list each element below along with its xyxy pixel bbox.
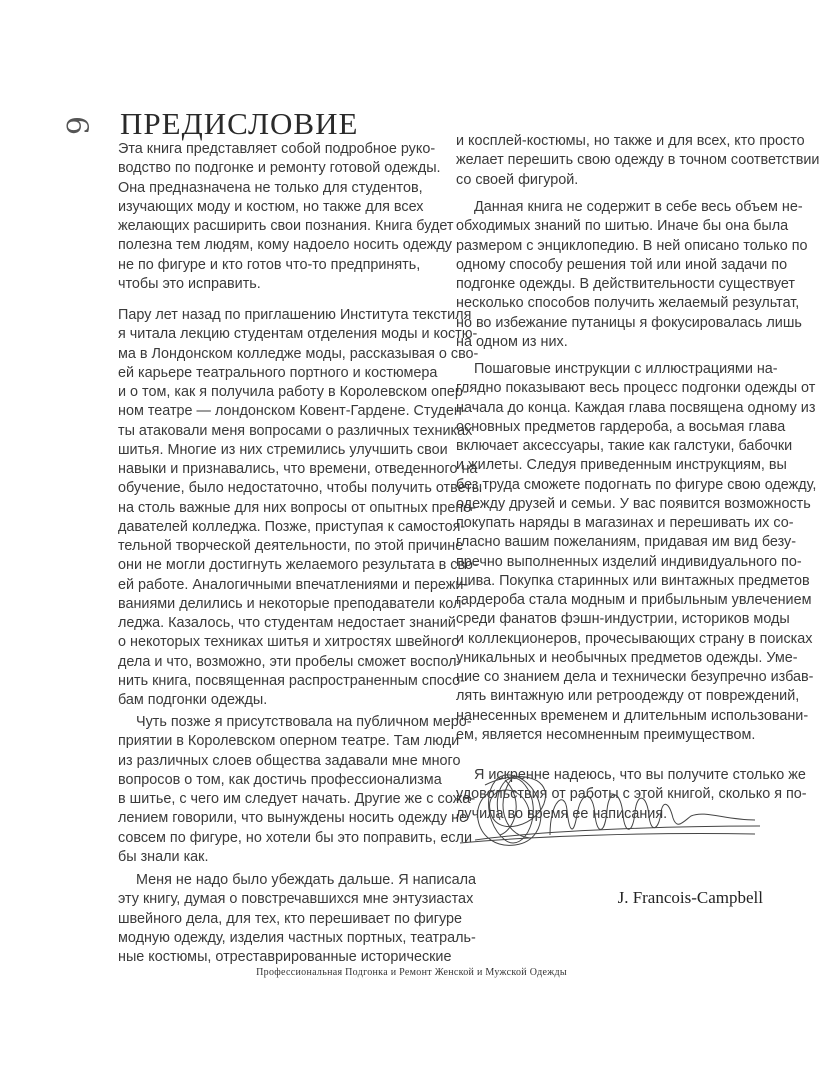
text-line: лением говорили, что вынуждены носить одежду не bbox=[118, 810, 468, 827]
paragraph bbox=[456, 132, 820, 190]
text-line: эту книгу, думая о повстречавшихся мне энтузиастах bbox=[118, 891, 474, 908]
text-line: обходимых знаний по шитью. Иначе бы она была bbox=[456, 218, 789, 235]
text-line: швейного дела, для тех, кто перешивает по фигуре bbox=[118, 910, 463, 927]
paragraph bbox=[118, 871, 477, 967]
text-line: ные костюмы, отреставрированные исторические bbox=[118, 949, 452, 965]
text-line: в шитье, с чего им следует начать. Другие же с сожа- bbox=[118, 791, 476, 807]
text-line: пречно выполненных изделий индивидуального по- bbox=[456, 553, 802, 570]
text-line: ей карьере театрального портного и костюмера bbox=[118, 364, 438, 381]
paragraph bbox=[456, 360, 817, 745]
text-line: и коллекционеров, прочесывающих страну в поисках bbox=[456, 630, 813, 647]
text-line: подгонке одежды. В действительности существует bbox=[456, 276, 795, 292]
text-line: ном театре — лондонском Ковент-Гардене. Студен- bbox=[118, 403, 467, 420]
text-line: бам подгонки одежды. bbox=[118, 692, 268, 708]
text-line: о некоторых техниках шитья и хитростях швейного bbox=[118, 634, 460, 651]
text-line: включает аксессуары, такие как галстуки, бабочки bbox=[456, 438, 793, 454]
text-line: удовольствия от работы с этой книгой, сколько я по- bbox=[456, 786, 807, 803]
text-line: навыки и признавались, что времени, отведенного на bbox=[118, 461, 478, 477]
text-line: но во избежание путаницы я фокусировалась лишь bbox=[456, 314, 802, 331]
text-line: уникальных и необычных предметов одежды. Уме- bbox=[456, 649, 798, 666]
text-line: гласно вашим пожеланиям, придавая им вид безу- bbox=[456, 534, 797, 551]
author-signature-name: J. Francois-Campbell bbox=[617, 888, 763, 907]
text-line: ние со знанием дела и технически безупречно избав- bbox=[456, 669, 814, 685]
text-line: Я искренне надеюсь, что вы получите столько же bbox=[474, 767, 806, 783]
text-line: тельной творческой деятельности, по этой причине bbox=[118, 538, 464, 554]
text-line: и косплей-костюмы, но также и для всех, кто просто bbox=[456, 133, 805, 149]
page-number: 6 bbox=[58, 115, 94, 136]
text-line: нанесенных временем и длительным использовани- bbox=[456, 707, 809, 724]
text-line: ей работе. Аналогичными впечатлениями и пережи- bbox=[118, 576, 469, 593]
text-line: Чуть позже я присутствовала на публичном меро- bbox=[136, 714, 472, 730]
text-line: одному способу решения той или иной задачи по bbox=[456, 256, 788, 273]
text-line: изучающих моду и костюм, но также для всех bbox=[118, 198, 424, 215]
text-line: ты атаковали меня вопросами о различных техниках bbox=[118, 422, 473, 439]
page-title: ПРЕДИСЛОВИЕ bbox=[120, 106, 359, 141]
text-line: леджа. Казалось, что студентам недостает знаний bbox=[118, 615, 456, 631]
text-line: желает перешить свою одежду в точном соответствии bbox=[456, 152, 820, 169]
text-line: давателей колледжа. Позже, приступая к самостоя- bbox=[118, 518, 466, 535]
text-line: лучила во время ее написания. bbox=[456, 805, 668, 822]
text-line: я читала лекцию студентам отделения моды и костю- bbox=[118, 326, 478, 343]
text-line: Она предназначена не только для студентов, bbox=[118, 179, 423, 196]
text-line: одежду друзей и семьи. У вас появится возможность bbox=[456, 495, 811, 512]
paragraph bbox=[118, 140, 454, 294]
text-line: модную одежду, изделия частных портных, театраль- bbox=[118, 929, 476, 946]
text-line: Эта книга представляет собой подробное руко- bbox=[118, 141, 436, 157]
text-line: желающих расширить свои познания. Книга будет bbox=[118, 218, 454, 234]
text-line: и жилеты. Следуя приведенным инструкциям, вы bbox=[456, 457, 787, 474]
text-line: среди фанатов фэшн-индустрии, историков моды bbox=[456, 611, 790, 628]
text-line: вопросов о том, как достичь профессионализма bbox=[118, 771, 442, 788]
text-line: бы знали как. bbox=[118, 848, 209, 865]
text-line: приятии в Королевском оперном театре. Там люди bbox=[118, 733, 460, 750]
text-line: ем, является несомненным преимуществом. bbox=[456, 726, 756, 743]
paragraph bbox=[118, 713, 476, 867]
text-line: Пару лет назад по приглашению Института текстиля bbox=[118, 307, 472, 323]
text-line: без труда сможете подогнать по фигуре свою одежду, bbox=[456, 476, 817, 493]
text-line: не по фигуре и кто готов что-то предпринять, bbox=[118, 256, 421, 273]
text-line: они не могли достигнуть желаемого результата в сво- bbox=[118, 557, 478, 574]
text-line: Меня не надо было убеждать дальше. Я написала bbox=[136, 872, 477, 888]
text-line: водство по подгонке и ремонту готовой одежды. bbox=[118, 160, 441, 177]
text-line: гардероба стала модным и прибыльным увлечением bbox=[456, 592, 812, 608]
text-line: шива. Покупка старинных или винтажных предметов bbox=[456, 572, 810, 589]
text-line: Пошаговые инструкции с иллюстрациями на- bbox=[474, 361, 778, 377]
text-line: шитья. Многие из них стремились улучшить свои bbox=[118, 441, 448, 458]
text-line: обучение, было недостаточно, чтобы получить ответы bbox=[118, 480, 483, 497]
paragraph bbox=[118, 306, 483, 710]
text-line: полезна тем людям, кому надоело носить одежду bbox=[118, 237, 452, 254]
text-line: ваниями делились и некоторые преподаватели кол- bbox=[118, 595, 467, 612]
text-line: лять винтажную или ретроодежду от повреждений, bbox=[456, 688, 800, 705]
text-line: глядно показывают весь процесс подгонки одежды от bbox=[456, 380, 816, 397]
text-line: на одном из них. bbox=[456, 333, 568, 350]
text-line: и о том, как я получила работу в Королевском опер- bbox=[118, 384, 468, 400]
text-line: ма в Лондонском колледже моды, рассказывая о сво- bbox=[118, 345, 479, 362]
text-line: со своей фигурой. bbox=[456, 171, 579, 188]
text-line: нить книга, посвященная распространенным спосо- bbox=[118, 672, 465, 689]
text-line: Данная книга не содержит в себе весь объем не- bbox=[474, 199, 803, 215]
text-line: основных предметов гардероба, а восьмая глава bbox=[456, 418, 786, 435]
text-line: размером с энциклопедию. В ней описано только по bbox=[456, 237, 808, 254]
text-line: на столь важные для них вопросы от опытных препо- bbox=[118, 499, 477, 516]
text-line: дела и что, возможно, эти пробелы сможет воспол- bbox=[118, 653, 462, 670]
signature-image bbox=[455, 760, 807, 860]
running-footer: Профессиональная Подгонка и Ремонт Женской и Мужской Одежды bbox=[256, 967, 567, 978]
text-line: начала до конца. Каждая глава посвящена одному из bbox=[456, 399, 816, 416]
paragraph bbox=[456, 198, 808, 352]
text-line: покупать наряды в магазинах и перешивать их со- bbox=[456, 515, 794, 531]
text-line: совсем по фигуре, но хотели бы это поправить, если bbox=[118, 829, 472, 846]
text-line: несколько способов получить желаемый результат, bbox=[456, 295, 800, 312]
text-line: чтобы это исправить. bbox=[118, 275, 261, 292]
text-line: из различных слоев общества задавали мне много bbox=[118, 752, 461, 769]
